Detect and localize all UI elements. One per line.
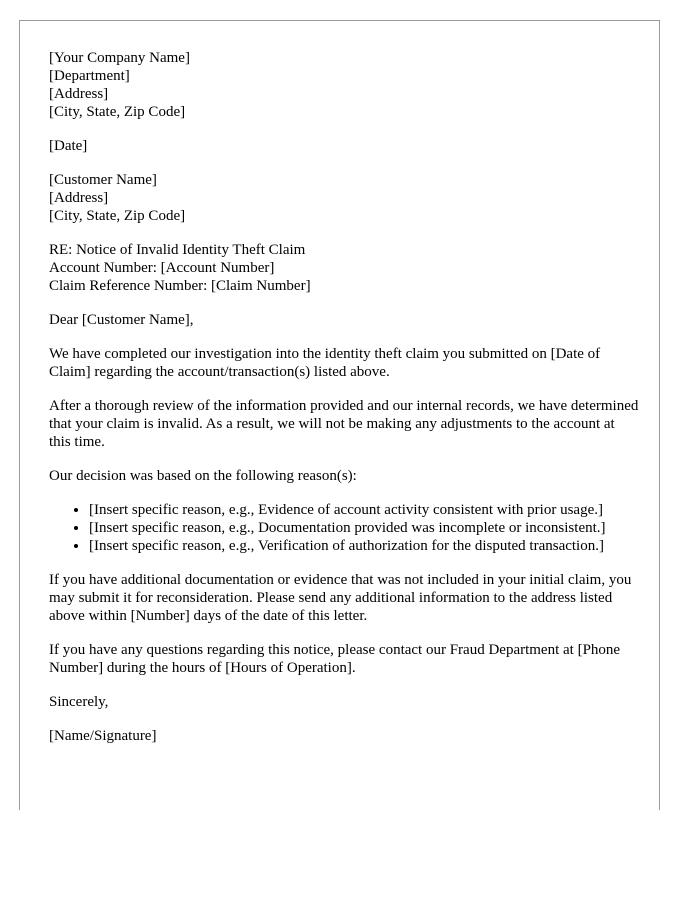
sender-address: [Address] bbox=[49, 86, 109, 102]
reasons-list bbox=[49, 501, 639, 555]
signature: [Name/Signature] bbox=[49, 728, 157, 744]
recipient-address: [Address] bbox=[49, 190, 109, 206]
letter-content bbox=[49, 49, 639, 761]
paragraph-contact: If you have any questions regarding this notice, please contact our Fraud Department at [Phone Number] during the hours of [Hours of Operation]. bbox=[49, 642, 621, 676]
sender-city-state-zip: [City, State, Zip Code] bbox=[49, 104, 186, 120]
reason-item: • [Insert specific reason, e.g., Evidence of account activity consistent with prior usage.] bbox=[89, 501, 639, 519]
re-line: RE: Notice of Invalid Identity Theft Claim bbox=[49, 242, 306, 258]
account-number-line: Account Number: [Account Number] bbox=[49, 260, 275, 276]
date-block bbox=[49, 137, 639, 155]
reason-item: • [Insert specific reason, e.g., Verification of authorization for the disputed transaction.] bbox=[89, 537, 639, 555]
recipient-name: [Customer Name] bbox=[49, 172, 157, 188]
sender-company: [Your Company Name] bbox=[49, 50, 190, 66]
reason-item: • [Insert specific reason, e.g., Documentation provided was incomplete or inconsistent.] bbox=[89, 519, 639, 537]
recipient-city-state-zip: [City, State, Zip Code] bbox=[49, 208, 186, 224]
paragraph-investigation: We have completed our investigation into the identity theft claim you submitted on [Date of Claim] regarding the account/transaction(s) listed above. bbox=[49, 346, 601, 380]
reference-block bbox=[49, 241, 639, 295]
salutation: Dear [Customer Name], bbox=[49, 312, 194, 328]
recipient-block bbox=[49, 171, 639, 225]
claim-reference-line: Claim Reference Number: [Claim Number] bbox=[49, 278, 311, 294]
paragraph-reasons-intro: Our decision was based on the following reason(s): bbox=[49, 468, 357, 484]
paragraph-decision: After a thorough review of the information provided and our internal records, we have determined that your claim is invalid. As a result, we will not be making any adjustments to the account at this time. bbox=[49, 398, 639, 450]
letter-date: [Date] bbox=[49, 138, 88, 154]
sender-block bbox=[49, 49, 639, 121]
paragraph-reconsideration: If you have additional documentation or evidence that was not included in your initial claim, you may submit it for reconsideration. Please send any additional information to the address listed above within [Number] days of the date of this letter. bbox=[49, 572, 632, 624]
closing: Sincerely, bbox=[49, 694, 109, 710]
letter-page bbox=[19, 20, 660, 810]
sender-department: [Department] bbox=[49, 68, 130, 84]
